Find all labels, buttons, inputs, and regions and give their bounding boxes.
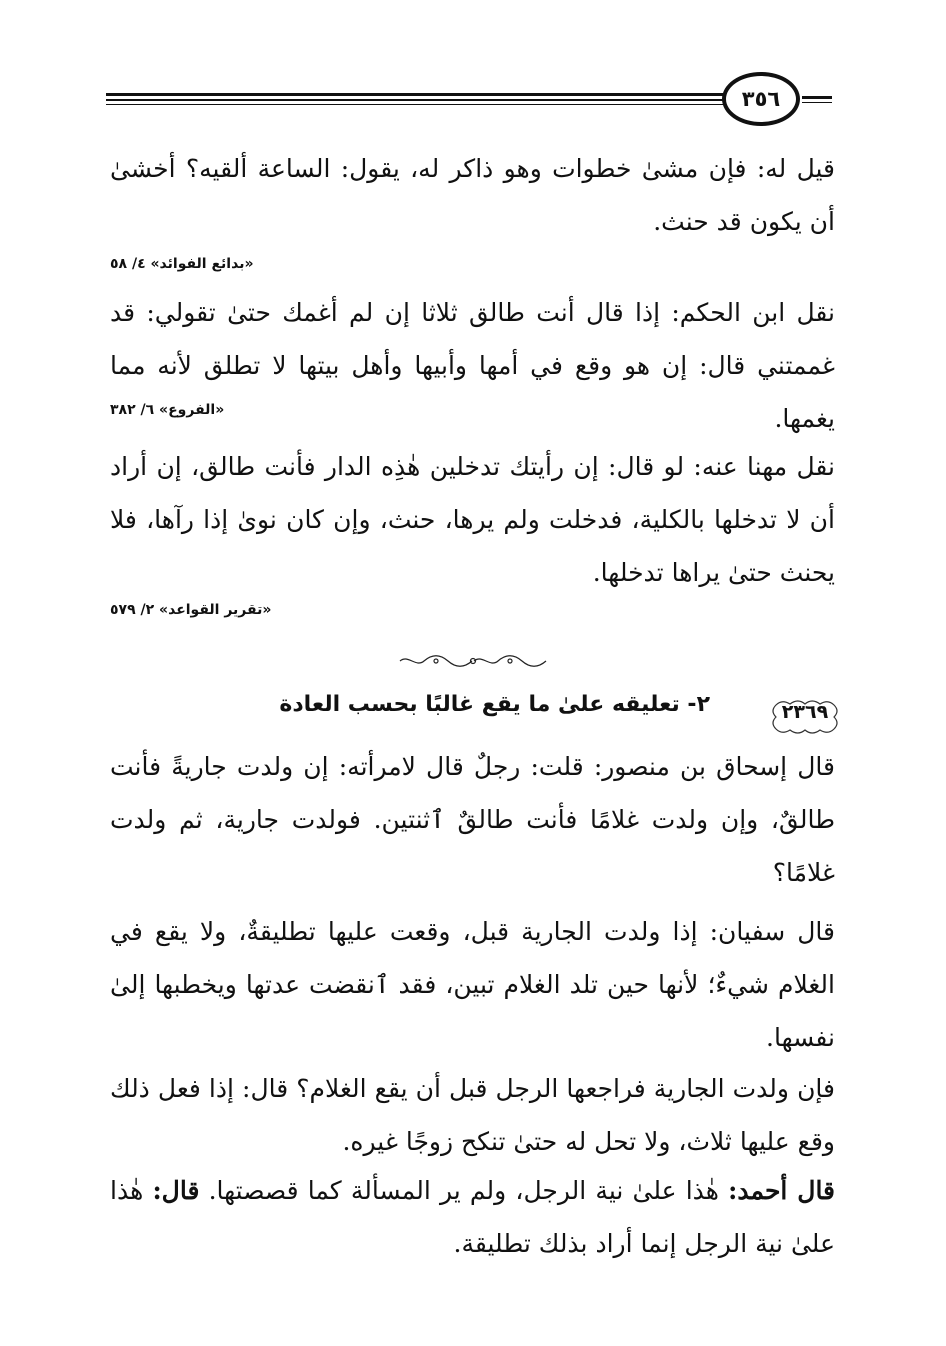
paragraph: نقل ابن الحكم: إذا قال أنت طالق ثلاثا إن لم أغمك حتىٰ تقولي: قد غممتني قال: إن هو وقع في أمها وأبيها وأهل بيتها لا تطلق لأنه مما يغمها. [110, 298, 835, 433]
paragraph: فإن ولدت الجارية فراجعها الرجل قبل أن يقع الغلام؟ قال: إذا فعل ذلك وقع عليها ثلاث، ولا تحل له حتىٰ تنكح زوجًا غيره. [110, 1074, 835, 1156]
paragraph: قيل له: فإن مشىٰ خطوات وهو ذاكر له، يقول: الساعة ألقيه؟ أخشىٰ أن يكون قد حنث. [110, 154, 835, 236]
paragraph: نقل مهنا عنه: لو قال: إن رأيتك تدخلين هٰذِه الدار فأنت طالق، إن أراد أن لا تدخلها بالكلية، فدخلت ولم يرها، حنث، وإن كان نوىٰ إذا رآها، فلا يحنث حتىٰ يراها تدخلها. [110, 452, 835, 587]
header-rule-right [802, 96, 832, 99]
citation: «تقرير القواعد» ٢/ ٥٧٩ [110, 602, 272, 618]
citation: «الفروع» ٦/ ٣٨٢ [110, 402, 225, 418]
speaker-label: قال: [152, 1176, 200, 1205]
speaker-label: قال أحمد: [728, 1176, 836, 1205]
entry-number: ٢٣٦٩ [781, 701, 829, 723]
entry-number-badge [770, 699, 840, 735]
ornament-divider [398, 654, 548, 668]
paragraph: قال سفيان: إذا ولدت الجارية قبل، وقعت عليها تطليقةٌ، ولا يقع في الغلام شيءٌ؛ لأنها حين تلد الغلام تبين، فقد ٱنقضت عدتها ويخطبها إلىٰ نفسها. [110, 917, 835, 1052]
page-number: ٣٥٦ [741, 87, 781, 111]
section-heading: ٢- تعليقه علىٰ ما يقع غالبًا بحسب العادة [279, 692, 710, 717]
paragraph: قال إسحاق بن منصور: قلت: رجلٌ قال لامرأته: إن ولدت جاريةً فأنت طالقٌ، وإن ولدت غلامًا فأنت طالقٌ ٱثنتين. فولدت جارية، ثم ولدت غلامًا؟ [110, 752, 835, 887]
paragraph [110, 1164, 835, 1270]
paragraph-text: هٰذا علىٰ نية الرجل، ولم ير المسألة كما قصصتها. [199, 1176, 729, 1205]
paragraph-text: هٰذا علىٰ نية الرجل إنما أراد بذلك تطليقة. [110, 1176, 835, 1258]
citation: «بدائع الفوائد» ٤/ ٥٨ [110, 256, 254, 272]
header-rule [106, 93, 724, 105]
header-rule-right-thin [802, 102, 832, 103]
page-number-badge [722, 72, 800, 126]
